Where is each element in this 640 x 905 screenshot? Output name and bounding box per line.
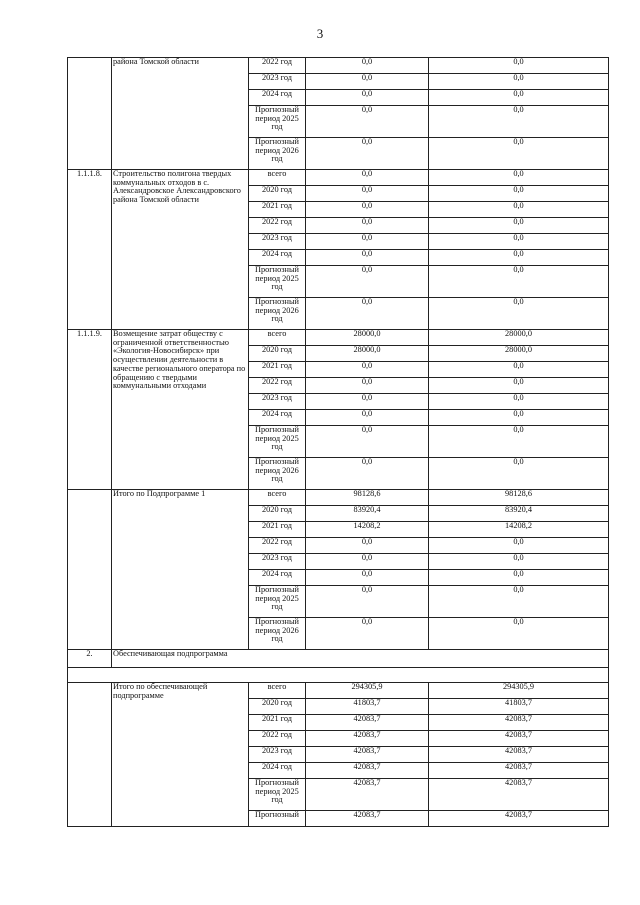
value-cell: 0,0 <box>429 106 609 138</box>
value-cell: 0,0 <box>306 202 429 218</box>
value-cell: 42083,7 <box>429 763 609 779</box>
value-cell: 0,0 <box>306 74 429 90</box>
value-cell: 0,0 <box>306 586 429 618</box>
value-cell: 0,0 <box>306 570 429 586</box>
value-cell: 0,0 <box>306 618 429 650</box>
period-cell: 2020 год <box>249 506 306 522</box>
value-cell: 0,0 <box>429 234 609 250</box>
value-cell: 0,0 <box>306 250 429 266</box>
period-cell: Прогнозный период 2025 год <box>249 426 306 458</box>
value-cell: 0,0 <box>429 554 609 570</box>
value-cell: 0,0 <box>429 586 609 618</box>
period-cell: 2023 год <box>249 74 306 90</box>
table-row <box>68 58 609 74</box>
section-row <box>68 650 609 668</box>
value-cell: 83920,4 <box>429 506 609 522</box>
value-cell: 0,0 <box>429 570 609 586</box>
value-cell: 0,0 <box>429 538 609 554</box>
budget-table <box>67 57 609 827</box>
item-name: Строительство полигона твердых коммунальных отходов в с. Александровское Александровского района Томской области <box>112 170 249 330</box>
value-cell: 41803,7 <box>429 699 609 715</box>
item-name: района Томской области <box>112 58 249 170</box>
section-title: Обеспечивающая подпрограмма <box>112 650 609 668</box>
period-cell: 2022 год <box>249 538 306 554</box>
value-cell: 28000,0 <box>306 330 429 346</box>
value-cell: 0,0 <box>429 378 609 394</box>
period-cell: 2021 год <box>249 202 306 218</box>
value-cell: 0,0 <box>306 218 429 234</box>
period-cell: 2022 год <box>249 58 306 74</box>
value-cell: 0,0 <box>306 186 429 202</box>
period-cell: Прогнозный период 2025 год <box>249 586 306 618</box>
value-cell: 0,0 <box>429 410 609 426</box>
period-cell: Прогнозный период 2025 год <box>249 266 306 298</box>
period-cell: 2022 год <box>249 731 306 747</box>
value-cell: 0,0 <box>429 362 609 378</box>
value-cell: 0,0 <box>429 202 609 218</box>
value-cell: 0,0 <box>306 90 429 106</box>
period-cell: Прогнозный период 2026 год <box>249 618 306 650</box>
value-cell: 0,0 <box>429 458 609 490</box>
table-row <box>68 170 609 186</box>
item-name: Итого по обеспечивающей подпрограмме <box>112 683 249 827</box>
value-cell: 0,0 <box>429 218 609 234</box>
value-cell: 0,0 <box>429 74 609 90</box>
period-cell: всего <box>249 170 306 186</box>
value-cell: 0,0 <box>429 90 609 106</box>
value-cell: 0,0 <box>306 554 429 570</box>
value-cell: 14208,2 <box>429 522 609 538</box>
value-cell: 0,0 <box>306 234 429 250</box>
section-number: 2. <box>68 650 112 668</box>
item-name: Итого по Подпрограмме 1 <box>112 490 249 650</box>
period-cell: Прогнозный период 2026 год <box>249 298 306 330</box>
value-cell: 0,0 <box>306 394 429 410</box>
period-cell: 2024 год <box>249 250 306 266</box>
period-cell: Прогнозный период 2025 год <box>249 106 306 138</box>
period-cell: Прогнозный период 2026 год <box>249 458 306 490</box>
period-cell: 2023 год <box>249 234 306 250</box>
value-cell: 0,0 <box>429 170 609 186</box>
period-cell: Прогнозный <box>249 811 306 827</box>
value-cell: 0,0 <box>306 266 429 298</box>
value-cell: 0,0 <box>429 618 609 650</box>
table-row <box>68 490 609 506</box>
value-cell: 28000,0 <box>429 330 609 346</box>
table-row <box>68 683 609 699</box>
value-cell: 0,0 <box>306 426 429 458</box>
item-number <box>68 58 112 170</box>
value-cell: 0,0 <box>429 138 609 170</box>
value-cell: 42083,7 <box>306 715 429 731</box>
value-cell: 42083,7 <box>306 763 429 779</box>
item-number <box>68 490 112 650</box>
period-cell: 2024 год <box>249 410 306 426</box>
value-cell: 0,0 <box>306 138 429 170</box>
value-cell: 0,0 <box>306 170 429 186</box>
value-cell: 28000,0 <box>429 346 609 362</box>
value-cell: 14208,2 <box>306 522 429 538</box>
period-cell: всего <box>249 490 306 506</box>
value-cell: 41803,7 <box>306 699 429 715</box>
value-cell: 42083,7 <box>306 779 429 811</box>
period-cell: всего <box>249 330 306 346</box>
value-cell: 42083,7 <box>429 715 609 731</box>
page-number: 3 <box>316 26 324 41</box>
period-cell: 2024 год <box>249 763 306 779</box>
value-cell: 42083,7 <box>429 779 609 811</box>
value-cell: 0,0 <box>429 266 609 298</box>
period-cell: 2020 год <box>249 699 306 715</box>
table-row <box>68 330 609 346</box>
period-cell: Прогнозный период 2026 год <box>249 138 306 170</box>
item-name: Возмещение затрат обществу с ограниченной ответственностью «Экология-Новосибирск» при осуществлении деятельности в качестве регионального оператора по обращению с твердыми коммунальными отходами <box>112 330 249 490</box>
period-cell: 2023 год <box>249 747 306 763</box>
value-cell: 294305,9 <box>306 683 429 699</box>
period-cell: 2022 год <box>249 218 306 234</box>
value-cell: 0,0 <box>306 298 429 330</box>
item-number: 1.1.1.9. <box>68 330 112 490</box>
value-cell: 0,0 <box>429 394 609 410</box>
value-cell: 83920,4 <box>306 506 429 522</box>
period-cell: 2020 год <box>249 346 306 362</box>
value-cell: 42083,7 <box>306 811 429 827</box>
value-cell: 42083,7 <box>429 747 609 763</box>
value-cell: 0,0 <box>306 106 429 138</box>
item-number <box>68 683 112 827</box>
value-cell: 294305,9 <box>429 683 609 699</box>
period-cell: 2023 год <box>249 394 306 410</box>
period-cell: 2022 год <box>249 378 306 394</box>
spacer-cell <box>68 668 609 683</box>
value-cell: 0,0 <box>306 458 429 490</box>
value-cell: 0,0 <box>306 362 429 378</box>
period-cell: 2024 год <box>249 570 306 586</box>
period-cell: 2021 год <box>249 522 306 538</box>
period-cell: 2021 год <box>249 715 306 731</box>
period-cell: всего <box>249 683 306 699</box>
period-cell: 2023 год <box>249 554 306 570</box>
value-cell: 98128,6 <box>429 490 609 506</box>
value-cell: 0,0 <box>306 410 429 426</box>
value-cell: 98128,6 <box>306 490 429 506</box>
value-cell: 0,0 <box>429 298 609 330</box>
item-number: 1.1.1.8. <box>68 170 112 330</box>
value-cell: 0,0 <box>429 426 609 458</box>
period-cell: 2020 год <box>249 186 306 202</box>
value-cell: 0,0 <box>429 186 609 202</box>
value-cell: 42083,7 <box>306 731 429 747</box>
value-cell: 0,0 <box>306 538 429 554</box>
value-cell: 0,0 <box>306 58 429 74</box>
value-cell: 0,0 <box>429 58 609 74</box>
spacer-row <box>68 668 609 683</box>
period-cell: 2021 год <box>249 362 306 378</box>
value-cell: 42083,7 <box>306 747 429 763</box>
value-cell: 0,0 <box>429 250 609 266</box>
value-cell: 0,0 <box>306 378 429 394</box>
period-cell: Прогнозный период 2025 год <box>249 779 306 811</box>
value-cell: 28000,0 <box>306 346 429 362</box>
period-cell: 2024 год <box>249 90 306 106</box>
value-cell: 42083,7 <box>429 731 609 747</box>
value-cell: 42083,7 <box>429 811 609 827</box>
budget-table-body <box>68 58 609 827</box>
